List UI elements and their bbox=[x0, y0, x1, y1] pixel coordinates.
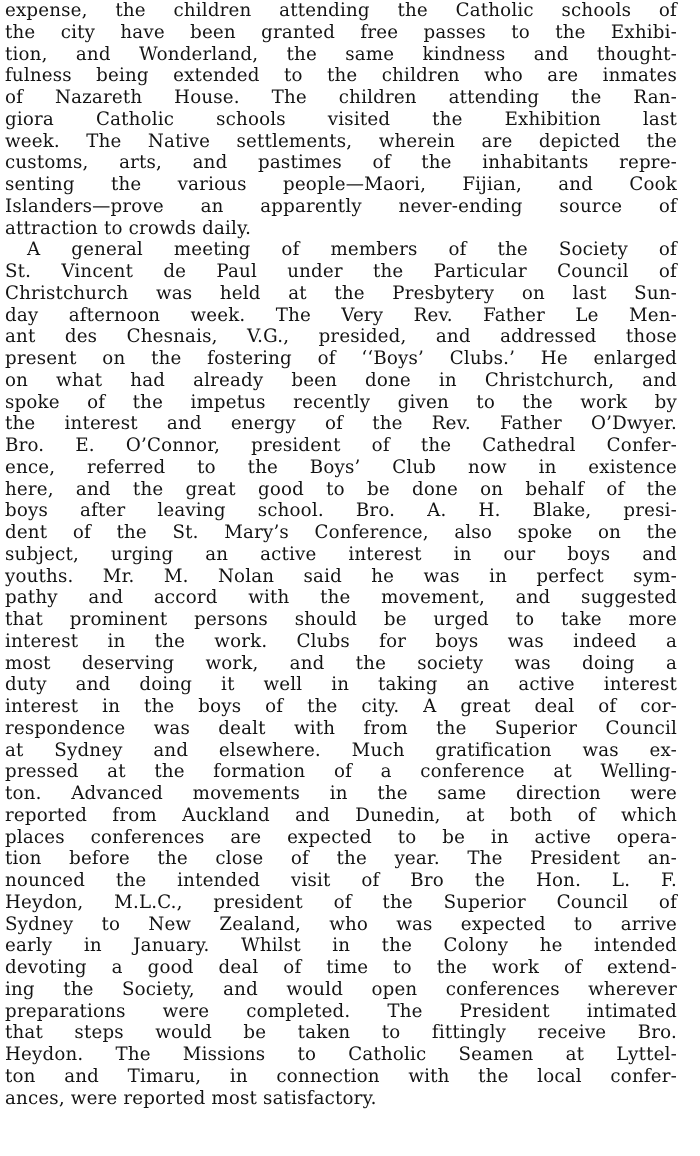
text-line: Islanders—prove an apparently never-ending source of bbox=[5, 195, 677, 217]
text-line: dent of the St. Mary’s Conference, also spoke on the bbox=[5, 522, 677, 543]
text-line: on what had already been done in Christchurch, and bbox=[5, 369, 677, 391]
text-line: ances, were reported most satisfactory. bbox=[5, 1087, 377, 1109]
text-line: attraction to crowds daily. bbox=[5, 217, 252, 239]
text-line: day afternoon week. The Very Rev. Father Le Men- bbox=[5, 304, 677, 326]
text-line: fulness being extended to the children who are inmates bbox=[5, 65, 677, 87]
text-line: Bro. E. O’Connor, president of the Cathedral Confer- bbox=[5, 435, 677, 456]
text-line: giora Catholic schools visited the Exhibition last bbox=[5, 108, 677, 130]
text-line: tion before the close of the year. The President an- bbox=[5, 848, 677, 870]
text-line: devoting a good deal of time to the work of extend- bbox=[5, 957, 677, 978]
paragraph-society-meeting bbox=[5, 239, 677, 1109]
text-line: early in January. Whilst in the Colony he intended bbox=[5, 935, 677, 957]
text-line: Christchurch was held at the Presbytery on last Sun- bbox=[5, 282, 677, 304]
text-line: subject, urging an active interest in our boys and bbox=[5, 543, 677, 565]
text-line: here, and the great good to be done on behalf of the bbox=[5, 478, 677, 500]
text-line: boys after leaving school. Bro. A. H. Blake, presi- bbox=[5, 500, 677, 522]
text-line: that prominent persons should be urged to take more bbox=[5, 609, 677, 630]
text-line: most deserving work, and the society was doing a bbox=[5, 652, 677, 674]
text-line: ing the Society, and would open conferences wherever bbox=[5, 978, 677, 1000]
text-line: places conferences are expected to be in active opera- bbox=[5, 826, 677, 848]
text-line: spoke of the impetus recently given to the work by bbox=[5, 391, 677, 413]
text-line: respondence was dealt with from the Superior Council bbox=[5, 717, 677, 739]
text-line: that steps would be taken to fittingly receive Bro. bbox=[5, 1022, 677, 1044]
text-line: ant des Chesnais, V.G., presided, and addressed those bbox=[5, 326, 677, 348]
text-line: Sydney to New Zealand, who was expected to arrive bbox=[5, 913, 677, 935]
text-line: interest in the work. Clubs for boys was indeed a bbox=[5, 630, 677, 652]
text-line: Heydon, M.L.C., president of the Superior Council of bbox=[5, 891, 677, 913]
text-line: expense, the children attending the Catholic schools of bbox=[5, 0, 677, 21]
text-line: youths. Mr. M. Nolan said he was in perfect sym- bbox=[5, 565, 677, 587]
text-line: senting the various people—Maori, Fijian, and Cook bbox=[5, 174, 677, 195]
text-line: ence, referred to the Boys’ Club now in existence bbox=[5, 456, 677, 478]
text-line: preparations were completed. The President intimated bbox=[5, 1000, 677, 1022]
text-line: of Nazareth House. The children attending the Ran- bbox=[5, 87, 677, 108]
paragraph-exhibition bbox=[5, 0, 677, 239]
text-line: reported from Auckland and Dunedin, at both of which bbox=[5, 804, 677, 826]
text-line: pathy and accord with the movement, and suggested bbox=[5, 587, 677, 609]
text-line: duty and doing it well in taking an active interest bbox=[5, 674, 677, 696]
text-line: St. Vincent de Paul under the Particular Council of bbox=[5, 261, 677, 282]
text-line: pressed at the formation of a conference at Welling- bbox=[5, 761, 677, 783]
text-line: present on the fostering of ‘‘Boys’ Clubs.’ He enlarged bbox=[5, 348, 677, 369]
text-line: A general meeting of members of the Society of bbox=[27, 239, 677, 261]
newspaper-column bbox=[5, 0, 677, 1109]
text-line: ton and Timaru, in connection with the local confer- bbox=[5, 1065, 677, 1087]
text-line: nounced the intended visit of Bro the Hon. L. F. bbox=[5, 870, 677, 891]
text-line: the interest and energy of the Rev. Father O’Dwyer. bbox=[5, 413, 677, 435]
text-line: week. The Native settlements, wherein are depicted the bbox=[5, 130, 677, 152]
text-line: interest in the boys of the city. A great deal of cor- bbox=[5, 696, 677, 717]
text-line: ton. Advanced movements in the same direction were bbox=[5, 783, 677, 804]
text-line: the city have been granted free passes to the Exhibi- bbox=[5, 21, 677, 43]
text-line: customs, arts, and pastimes of the inhabitants repre- bbox=[5, 152, 677, 174]
text-line: tion, and Wonderland, the same kindness and thought- bbox=[5, 43, 677, 65]
text-line: Heydon. The Missions to Catholic Seamen at Lyttel- bbox=[5, 1044, 677, 1065]
text-line: at Sydney and elsewhere. Much gratification was ex- bbox=[5, 739, 677, 761]
